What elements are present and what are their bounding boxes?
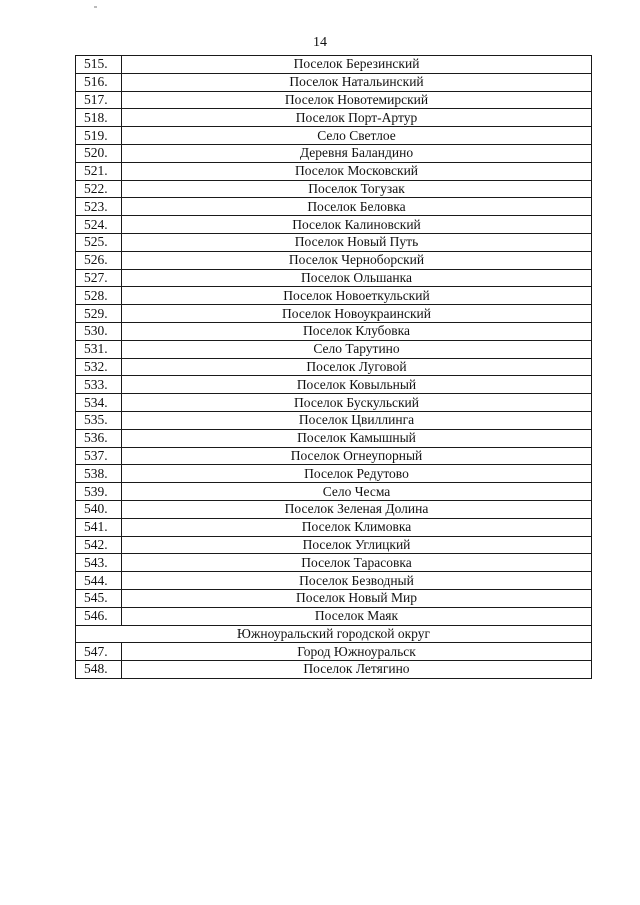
settlement-name: Поселок Новоеткульский xyxy=(122,287,592,305)
table-row xyxy=(76,572,592,590)
table-row xyxy=(76,500,592,518)
table-row xyxy=(76,340,592,358)
settlement-name: Поселок Цвиллинга xyxy=(122,411,592,429)
row-number: 535. xyxy=(76,411,122,429)
table-row xyxy=(76,162,592,180)
row-number: 525. xyxy=(76,233,122,251)
row-number: 541. xyxy=(76,518,122,536)
row-number: 531. xyxy=(76,340,122,358)
settlement-name: Поселок Клубовка xyxy=(122,322,592,340)
table-row xyxy=(76,376,592,394)
table-row xyxy=(76,411,592,429)
settlement-name: Поселок Камышный xyxy=(122,429,592,447)
row-number: 518. xyxy=(76,109,122,127)
row-number: 537. xyxy=(76,447,122,465)
table-row xyxy=(76,607,592,625)
table-row xyxy=(76,287,592,305)
table-row xyxy=(76,233,592,251)
table-row xyxy=(76,109,592,127)
settlement-name: Поселок Черноборский xyxy=(122,251,592,269)
settlement-name: Поселок Маяк xyxy=(122,607,592,625)
row-number: 515. xyxy=(76,56,122,74)
row-number: 529. xyxy=(76,305,122,323)
table-row xyxy=(76,518,592,536)
settlements-table xyxy=(75,55,592,679)
settlement-name: Поселок Беловка xyxy=(122,198,592,216)
table-row xyxy=(76,554,592,572)
row-number: 542. xyxy=(76,536,122,554)
row-number: 523. xyxy=(76,198,122,216)
row-number: 547. xyxy=(76,643,122,661)
row-number: 544. xyxy=(76,572,122,590)
settlement-name: Поселок Новоукраинский xyxy=(122,305,592,323)
row-number: 548. xyxy=(76,661,122,679)
table-row xyxy=(76,465,592,483)
row-number: 521. xyxy=(76,162,122,180)
row-number: 528. xyxy=(76,287,122,305)
table-row xyxy=(76,322,592,340)
settlement-name: Поселок Бускульский xyxy=(122,394,592,412)
settlement-name: Поселок Березинский xyxy=(122,56,592,74)
table-row xyxy=(76,536,592,554)
settlement-name: Поселок Новый Путь xyxy=(122,233,592,251)
row-number: 526. xyxy=(76,251,122,269)
table-row xyxy=(76,127,592,145)
settlement-name: Поселок Московский xyxy=(122,162,592,180)
settlement-name: Село Тарутино xyxy=(122,340,592,358)
section-heading: Южноуральский городской округ xyxy=(76,625,592,643)
table-row xyxy=(76,180,592,198)
table-row xyxy=(76,144,592,162)
table-row xyxy=(76,589,592,607)
table-row xyxy=(76,661,592,679)
settlement-name: Поселок Новотемирский xyxy=(122,91,592,109)
row-number: 520. xyxy=(76,144,122,162)
row-number: 536. xyxy=(76,429,122,447)
settlement-name: Поселок Летягино xyxy=(122,661,592,679)
table-row xyxy=(76,91,592,109)
settlement-name: Поселок Углицкий xyxy=(122,536,592,554)
row-number: 524. xyxy=(76,216,122,234)
table-row xyxy=(76,216,592,234)
settlement-name: Поселок Тогузак xyxy=(122,180,592,198)
settlement-name: Поселок Зеленая Долина xyxy=(122,500,592,518)
settlement-name: Поселок Калиновский xyxy=(122,216,592,234)
row-number: 540. xyxy=(76,500,122,518)
table-row xyxy=(76,394,592,412)
table-row xyxy=(76,269,592,287)
table-row xyxy=(76,305,592,323)
settlement-name: Поселок Климовка xyxy=(122,518,592,536)
row-number: 543. xyxy=(76,554,122,572)
settlement-name: Поселок Ольшанка xyxy=(122,269,592,287)
table-row xyxy=(76,198,592,216)
row-number: 538. xyxy=(76,465,122,483)
row-number: 533. xyxy=(76,376,122,394)
table-row xyxy=(76,251,592,269)
table-row xyxy=(76,643,592,661)
row-number: 530. xyxy=(76,322,122,340)
table-row xyxy=(76,483,592,501)
settlement-name: Деревня Баландино xyxy=(122,144,592,162)
row-number: 539. xyxy=(76,483,122,501)
settlement-name: Поселок Редутово xyxy=(122,465,592,483)
table-row xyxy=(76,447,592,465)
settlement-name: Поселок Безводный xyxy=(122,572,592,590)
settlement-name: Село Чесма xyxy=(122,483,592,501)
page-number: 14 xyxy=(313,35,327,50)
row-number: 516. xyxy=(76,73,122,91)
settlement-name: Поселок Ковыльный xyxy=(122,376,592,394)
table-row xyxy=(76,56,592,74)
scan-speck xyxy=(94,6,97,8)
row-number: 532. xyxy=(76,358,122,376)
settlement-name: Поселок Тарасовка xyxy=(122,554,592,572)
row-number: 546. xyxy=(76,607,122,625)
table-row xyxy=(76,73,592,91)
table-row xyxy=(76,358,592,376)
row-number: 545. xyxy=(76,589,122,607)
row-number: 522. xyxy=(76,180,122,198)
row-number: 534. xyxy=(76,394,122,412)
settlement-name: Поселок Огнеупорный xyxy=(122,447,592,465)
settlements-table-body xyxy=(76,56,592,679)
row-number: 519. xyxy=(76,127,122,145)
settlement-name: Поселок Новый Мир xyxy=(122,589,592,607)
settlement-name: Поселок Натальинский xyxy=(122,73,592,91)
row-number: 527. xyxy=(76,269,122,287)
settlement-name: Город Южноуральск xyxy=(122,643,592,661)
section-heading-row xyxy=(76,625,592,643)
settlement-name: Поселок Порт-Артур xyxy=(122,109,592,127)
table-row xyxy=(76,429,592,447)
row-number: 517. xyxy=(76,91,122,109)
settlement-name: Поселок Луговой xyxy=(122,358,592,376)
settlement-name: Село Светлое xyxy=(122,127,592,145)
